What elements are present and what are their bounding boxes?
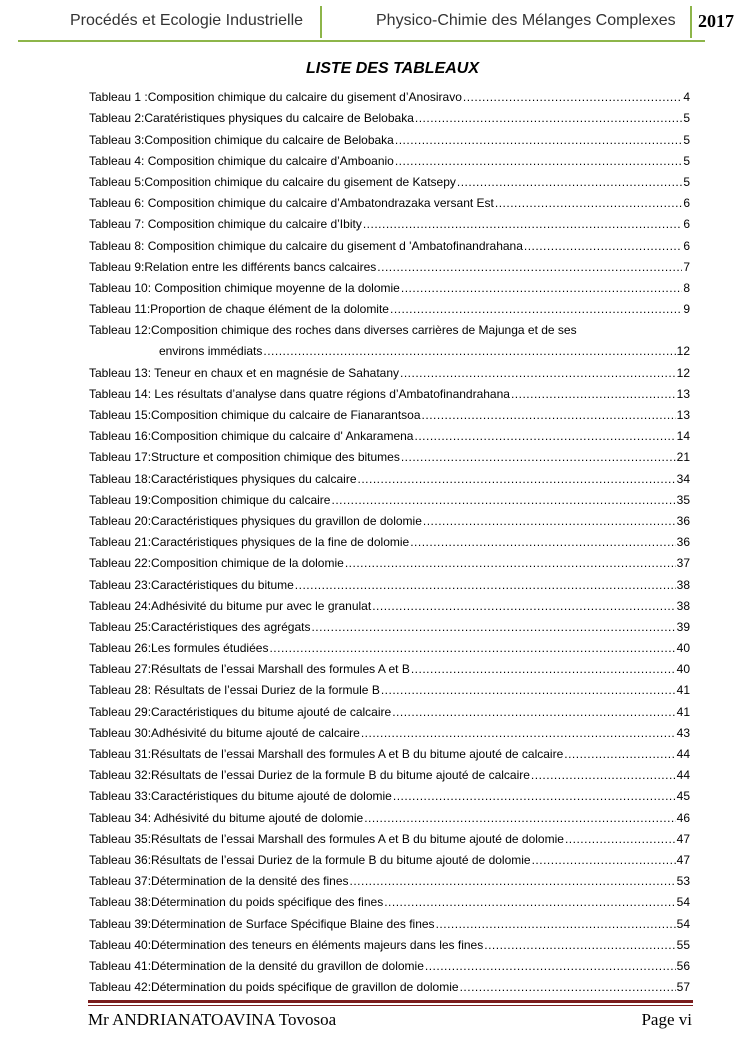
toc-entry-continuation[interactable] — [89, 337, 690, 358]
header-separator — [320, 6, 322, 38]
dot-leader — [395, 154, 682, 168]
dot-leader — [390, 302, 682, 316]
toc-entry-page: 5 — [683, 153, 690, 168]
toc-entry-page: 54 — [676, 916, 690, 931]
footer-rule — [88, 1000, 693, 1003]
toc-entry-label: Tableau 15:Composition chimique du calcaire de Fianarantsoa — [89, 408, 421, 422]
toc-entry-page: 36 — [676, 535, 690, 550]
dot-leader — [422, 408, 676, 422]
toc-entry[interactable] — [89, 104, 690, 125]
header-middle-title: Physico-Chimie des Mélanges Complexes — [376, 12, 676, 29]
toc-entry[interactable] — [89, 189, 690, 210]
dot-leader — [345, 556, 676, 570]
toc-entry-page: 7 — [683, 259, 690, 274]
toc-entry-page: 5 — [683, 174, 690, 189]
page-title: LISTE DES TABLEAUX — [305, 60, 480, 77]
toc-entry-label: Tableau 35:Résultats de l’essai Marshall des formules A et B du bitume ajouté de dolomie — [89, 831, 564, 846]
dot-leader — [423, 514, 676, 528]
toc-entry[interactable] — [89, 570, 690, 591]
toc-entry-label: Tableau 31:Résultats de l’essai Marshall des formules A et B du bitume ajouté de calcaire — [89, 747, 564, 761]
toc-entry-label: Tableau 2:Caratéristiques physiques du calcaire de Belobaka — [89, 111, 414, 126]
toc-entry[interactable] — [89, 719, 690, 740]
toc-entry[interactable] — [89, 761, 690, 782]
dot-leader — [358, 472, 676, 486]
toc-entry-page: 41 — [676, 683, 690, 698]
toc-entry-label: Tableau 23:Caractéristiques du bitume — [89, 577, 294, 592]
dot-leader — [524, 239, 682, 253]
dot-leader — [331, 493, 675, 507]
toc-entry[interactable] — [89, 549, 690, 570]
dot-leader — [511, 387, 676, 401]
toc-entry-label: Tableau 19:Composition chimique du calcaire — [89, 492, 331, 507]
dot-leader — [363, 217, 683, 231]
toc-entry-page: 56 — [676, 958, 690, 973]
toc-entry[interactable] — [89, 634, 690, 655]
dot-leader — [414, 429, 675, 443]
toc-entry-label: Tableau 21:Caractéristiques physiques de la fine de dolomie — [89, 535, 410, 550]
toc-entry-label: Tableau 33:Caractéristiques du bitume ajouté de dolomie — [89, 789, 392, 804]
toc-entry-page: 43 — [676, 725, 690, 740]
toc-entry-page: 47 — [676, 831, 690, 846]
dot-leader — [564, 747, 675, 761]
toc-entry[interactable] — [89, 655, 690, 676]
toc-entry-page: 55 — [676, 937, 690, 952]
dot-leader — [565, 832, 676, 846]
toc-entry[interactable] — [89, 973, 690, 994]
toc-entry-label: Tableau 40:Détermination des teneurs en éléments majeurs dans les fines — [89, 937, 484, 952]
dot-leader — [361, 726, 676, 740]
dot-leader — [463, 90, 682, 104]
toc-entry[interactable] — [89, 697, 690, 718]
footer-author: Mr ANDRIANATOAVINA Tovosoa — [88, 1010, 337, 1029]
toc-entry-page: 12 — [676, 365, 690, 380]
toc-entry-page: 47 — [676, 852, 690, 867]
toc-entry[interactable] — [89, 125, 690, 146]
dot-leader — [381, 683, 676, 697]
header-left-title: Procédés et Ecologie Industrielle — [70, 12, 304, 29]
toc-entry[interactable] — [89, 295, 690, 316]
dot-leader — [311, 620, 675, 634]
toc-entry-label: Tableau 6: Composition chimique du calcaire d’Ambatondrazaka versant Est — [89, 196, 494, 211]
toc-entry-label: Tableau 13: Teneur en chaux et en magnésie de Sahatany — [89, 365, 400, 380]
toc-entry[interactable] — [89, 846, 690, 867]
dot-leader — [295, 578, 676, 592]
toc-entry[interactable] — [89, 803, 690, 824]
toc-entry[interactable] — [89, 147, 690, 168]
toc-entry[interactable] — [89, 676, 690, 697]
toc-entry-label: Tableau 14: Les résultats d’analyse dans quatre régions d’Ambatofinandrahana — [89, 386, 510, 401]
dot-leader — [436, 917, 676, 931]
toc-entry-page: 40 — [676, 641, 690, 656]
toc-entry-page: 44 — [676, 747, 690, 761]
dot-leader — [400, 366, 676, 380]
toc-entry[interactable] — [89, 867, 690, 888]
dot-leader — [460, 980, 676, 994]
toc-entry-label: Tableau 10: Composition chimique moyenne de la dolomie — [89, 280, 400, 295]
toc-entry-page: 13 — [676, 386, 690, 401]
toc-entry[interactable] — [89, 952, 690, 973]
toc-entry[interactable] — [89, 210, 690, 231]
dot-leader — [531, 768, 676, 782]
dot-leader — [377, 260, 682, 274]
header-rule — [18, 40, 705, 42]
toc-entry-label: Tableau 3:Composition chimique du calcaire de Belobaka — [89, 132, 394, 147]
toc-entry-label: Tableau 25:Caractéristiques des agrégats — [89, 619, 311, 634]
dot-leader — [392, 705, 675, 719]
toc-entry-label: Tableau 11:Proportion de chaque élément de la dolomite — [89, 302, 389, 317]
toc-entry-page: 34 — [676, 471, 690, 486]
toc-entry-page: 9 — [683, 302, 690, 317]
dot-leader — [384, 895, 675, 909]
toc-entry[interactable] — [89, 168, 690, 189]
toc-entry-label: Tableau 9:Relation entre les différents bancs calcaires — [89, 259, 377, 274]
dot-leader — [415, 111, 682, 125]
toc-entry-label: Tableau 8: Composition chimique du calcaire du gisement d 'Ambatofinandrahana — [89, 238, 523, 253]
toc-entry-page: 5 — [683, 132, 690, 147]
toc-entry-label: Tableau 4: Composition chimique du calcaire d’Amboanio — [89, 153, 394, 168]
toc-entry-page: 6 — [683, 238, 690, 253]
toc-entry-label: Tableau 32:Résultats de l’essai Duriez de la formule B du bitume ajouté de calcaire — [89, 768, 530, 783]
dot-leader — [269, 641, 675, 655]
toc-entry-label: Tableau 20:Caractéristiques physiques du gravillon de dolomie — [89, 513, 422, 528]
toc-entry-page: 40 — [676, 662, 690, 677]
toc-entry-label: environs immédiats — [159, 344, 263, 359]
toc-entry[interactable] — [89, 507, 690, 528]
toc-entry-page: 5 — [683, 111, 690, 126]
toc-entry[interactable] — [89, 909, 690, 930]
dot-leader — [457, 175, 682, 189]
toc-entry[interactable] — [89, 613, 690, 634]
toc-entry-page: 41 — [676, 704, 690, 719]
toc-entry[interactable] — [89, 782, 690, 803]
dot-leader — [372, 599, 675, 613]
toc-entry[interactable] — [89, 83, 690, 104]
toc-entry-label: Tableau 12:Composition chimique des roches dans diverses carrières de Majunga et de ses — [89, 323, 577, 338]
footer-rule-thin — [88, 1005, 693, 1006]
toc-entry-label: Tableau 1 :Composition chimique du calcaire du gisement d’Anosiravo — [89, 90, 462, 105]
toc-entry-label: Tableau 37:Détermination de la densité des fines — [89, 874, 349, 889]
dot-leader — [401, 450, 676, 464]
toc-entry[interactable] — [89, 274, 690, 295]
toc-entry-page: 21 — [676, 450, 690, 465]
toc-entry-page: 39 — [676, 619, 690, 634]
toc-entry[interactable] — [89, 422, 690, 443]
toc-entry-page: 6 — [683, 196, 690, 211]
header-year: 2017 — [698, 11, 734, 31]
toc-entry-page: 14 — [676, 429, 690, 444]
dot-leader — [484, 938, 675, 952]
toc-entry[interactable] — [89, 380, 690, 401]
toc-entry-label: Tableau 16:Composition chimique du calcaire d' Ankaramena — [89, 429, 414, 444]
toc-entry-page: 46 — [676, 810, 690, 825]
toc-entry-label: Tableau 27:Résultats de l’essai Marshall des formules A et B — [89, 662, 410, 677]
toc-entry-label: Tableau 36:Résultats de l’essai Duriez de la formule B du bitume ajouté de dolomie — [89, 852, 531, 867]
toc-entry-label: Tableau 41:Détermination de la densité du gravillon de dolomie — [89, 958, 424, 973]
toc-entry[interactable] — [89, 931, 690, 952]
toc-entry-label: Tableau 39:Détermination de Surface Spécifique Blaine des fines — [89, 916, 435, 931]
dot-leader — [410, 535, 675, 549]
toc-entry-page: 13 — [676, 408, 690, 422]
toc-entry-page: 4 — [683, 90, 690, 105]
header-separator — [690, 6, 692, 38]
dot-leader — [350, 874, 676, 888]
toc-entry[interactable] — [89, 486, 690, 507]
toc-entry-label: Tableau 24:Adhésivité du bitume pur avec le granulat — [89, 598, 372, 613]
dot-leader — [395, 133, 682, 147]
footer-page-number: Page vi — [641, 1010, 692, 1029]
toc-entry[interactable] — [89, 825, 690, 846]
dot-leader — [411, 662, 676, 676]
dot-leader — [263, 344, 675, 358]
toc-entry[interactable] — [89, 358, 690, 379]
dot-leader — [364, 811, 675, 825]
dot-leader — [425, 959, 676, 973]
dot-leader — [532, 853, 676, 867]
dot-leader — [495, 196, 682, 210]
toc-entry-label: Tableau 5:Composition chimique du calcaire du gisement de Katsepy — [89, 174, 456, 189]
toc-entry-label: Tableau 34: Adhésivité du bitume ajouté de dolomie — [89, 810, 364, 825]
toc-entry[interactable] — [89, 401, 690, 422]
toc-entry-label: Tableau 42:Détermination du poids spécifique de gravillon de dolomie — [89, 980, 459, 995]
toc-entry-page: 36 — [676, 513, 690, 528]
toc-entry-label: Tableau 22:Composition chimique de la dolomie — [89, 556, 344, 571]
toc-entry-page: 12 — [676, 344, 690, 359]
toc-entry-label: Tableau 18:Caractéristiques physiques du calcaire — [89, 471, 357, 486]
dot-leader — [393, 789, 676, 803]
toc-entry-page: 6 — [683, 217, 690, 232]
toc-entry[interactable] — [89, 231, 690, 252]
toc-entry-page: 44 — [676, 768, 690, 783]
toc-entry-label: Tableau 30:Adhésivité du bitume ajouté de calcaire — [89, 725, 360, 740]
toc-entry[interactable] — [89, 740, 690, 761]
toc-entry[interactable] — [89, 443, 690, 464]
toc-entry[interactable] — [89, 592, 690, 613]
toc-entry-label: Tableau 38:Détermination du poids spécifique des fines — [89, 895, 384, 910]
toc-entry-label: Tableau 7: Composition chimique du calcaire d’Ibity — [89, 217, 362, 232]
toc-entry-page: 45 — [676, 789, 690, 804]
toc-entry[interactable] — [89, 528, 690, 549]
toc-entry-page: 38 — [676, 598, 690, 613]
toc-entry-label: Tableau 29:Caractéristiques du bitume ajouté de calcaire — [89, 704, 392, 719]
toc-entry-label: Tableau 28: Résultats de l’essai Duriez de la formule B — [89, 683, 380, 698]
toc-entry-page: 38 — [676, 577, 690, 592]
dot-leader — [401, 281, 682, 295]
toc-entry[interactable] — [89, 888, 690, 909]
toc-entry-page: 37 — [676, 556, 690, 571]
toc-entry-page: 35 — [676, 492, 690, 507]
toc-entry-label: Tableau 17:Structure et composition chimique des bitumes — [89, 450, 400, 465]
toc-entry-page: 53 — [676, 874, 690, 889]
toc-entry-label: Tableau 26:Les formules étudiées — [89, 641, 269, 656]
list-of-tables — [89, 83, 690, 994]
toc-entry[interactable] — [89, 464, 690, 485]
toc-entry[interactable] — [89, 316, 690, 337]
toc-entry-page: 57 — [676, 980, 690, 995]
toc-entry-page: 54 — [676, 895, 690, 910]
toc-entry[interactable] — [89, 253, 690, 274]
toc-entry-page: 8 — [683, 280, 690, 295]
